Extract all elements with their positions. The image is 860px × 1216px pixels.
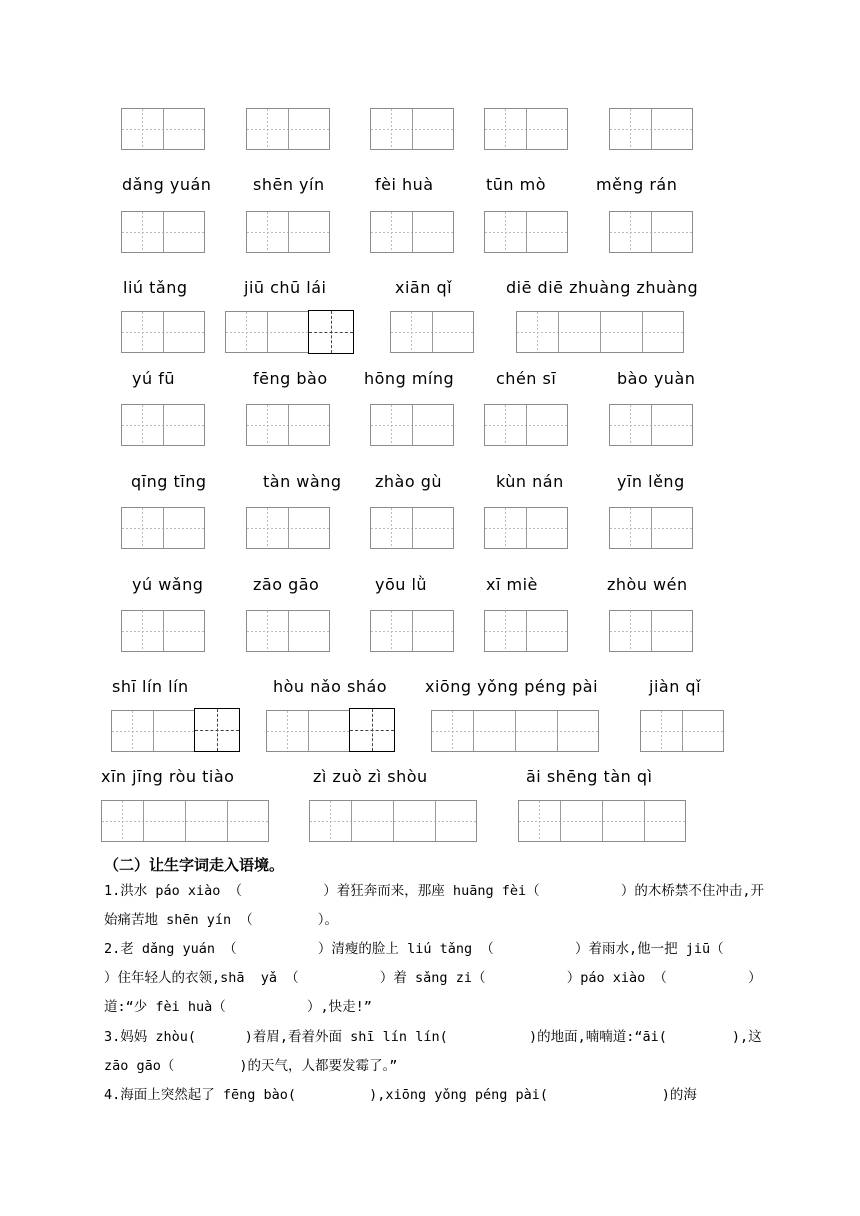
pinyin-label: diē diē zhuàng zhuàng [506,278,699,297]
exercise-paragraph-4: 4.海面上突然起了 fēng bào( ),xiōng yǒng péng pài( )的海 [104,1087,697,1103]
pinyin-label: yú fū [132,369,175,388]
pinyin-label: qīng tīng [131,472,207,491]
exercise-paragraph-1: 1.洪水 páo xiào （ ）着狂奔而来，那座 huāng fèi（ ）的木桥禁不住冲击,开始痛苦地 shēn yín （ ）。 [104,883,764,928]
char-grid[interactable] [121,108,205,150]
pinyin-label: zì zuò zì shòu [313,767,428,786]
pinyin-label: yú wǎng [132,575,204,594]
pinyin-label: jiàn qǐ [649,677,702,696]
pinyin-label: yōu lǜ [375,575,428,594]
pinyin-label: bào yuàn [617,369,696,388]
pinyin-label: chén sī [496,369,557,388]
char-grid[interactable] [121,404,205,446]
pinyin-label: tàn wàng [263,472,342,491]
pinyin-label: āi shēng tàn qì [526,767,653,786]
char-grid[interactable] [431,710,599,752]
pinyin-label: xiōng yǒng péng pài [425,677,599,696]
char-grid[interactable] [121,211,205,253]
char-grid[interactable] [246,211,330,253]
pinyin-label: shī lín lín [112,677,189,696]
char-box-bold[interactable] [349,708,395,752]
pinyin-label: hōng míng [364,369,455,388]
char-grid[interactable] [370,108,454,150]
char-grid[interactable] [484,108,568,150]
pinyin-label: xī miè [486,575,538,594]
char-box-bold[interactable] [308,310,354,354]
char-grid[interactable] [518,800,686,842]
char-grid[interactable] [609,108,693,150]
char-grid[interactable] [246,404,330,446]
exercise-paragraph-2: 2.老 dǎng yuán （ ）清瘦的脸上 liú tǎng （ ）着雨水,他一把 jiū（ ）住年轻人的衣领,shā yǎ （ ）着 sǎng zi（ ）páo xiào （ ）道:“少 fèi huà（ ）,快走!” [104,941,773,1015]
pinyin-label: kùn nán [496,472,564,491]
pinyin-label: xīn jīng ròu tiào [101,767,235,786]
char-grid[interactable] [370,610,454,652]
pinyin-label: zhào gù [375,472,443,491]
char-grid[interactable] [370,211,454,253]
char-grid[interactable] [266,710,350,752]
char-grid[interactable] [484,404,568,446]
pinyin-label: měng rán [596,175,678,194]
pinyin-label: zāo gāo [253,575,320,594]
section-title: （二）让生字词走入语境。 [104,856,285,874]
pinyin-label: zhòu wén [607,575,688,594]
pinyin-label: yīn lěng [617,472,685,491]
char-grid[interactable] [516,311,684,353]
char-grid[interactable] [246,507,330,549]
char-grid[interactable] [225,311,309,353]
char-grid[interactable] [484,610,568,652]
char-grid[interactable] [246,108,330,150]
char-grid[interactable] [484,211,568,253]
char-grid[interactable] [121,610,205,652]
char-grid[interactable] [121,311,205,353]
char-grid[interactable] [484,507,568,549]
char-grid[interactable] [111,710,195,752]
char-grid[interactable] [121,507,205,549]
char-grid[interactable] [609,404,693,446]
pinyin-label: jiū chū lái [244,278,327,297]
char-grid[interactable] [370,404,454,446]
char-grid[interactable] [101,800,269,842]
char-grid[interactable] [390,311,474,353]
char-grid[interactable] [640,710,724,752]
pinyin-label: hòu nǎo sháo [273,677,388,696]
pinyin-label: fēng bào [253,369,328,388]
char-grid[interactable] [370,507,454,549]
pinyin-label: xiān qǐ [395,278,453,297]
char-grid[interactable] [609,211,693,253]
char-box-bold[interactable] [194,708,240,752]
pinyin-label: shēn yín [253,175,325,194]
char-grid[interactable] [609,610,693,652]
char-grid[interactable] [246,610,330,652]
char-grid[interactable] [609,507,693,549]
pinyin-label: tūn mò [486,175,547,194]
pinyin-label: liú tǎng [123,278,188,297]
exercise-paragraph-3: 3.妈妈 zhòu( )着眉,看着外面 shī lín lín( )的地面,喃喃道:“āi( ),这 zāo gāo（ )的天气，人都要发霉了。” [104,1029,770,1074]
char-grid[interactable] [309,800,477,842]
pinyin-label: fèi huà [375,175,434,194]
pinyin-label: dǎng yuán [122,175,212,194]
